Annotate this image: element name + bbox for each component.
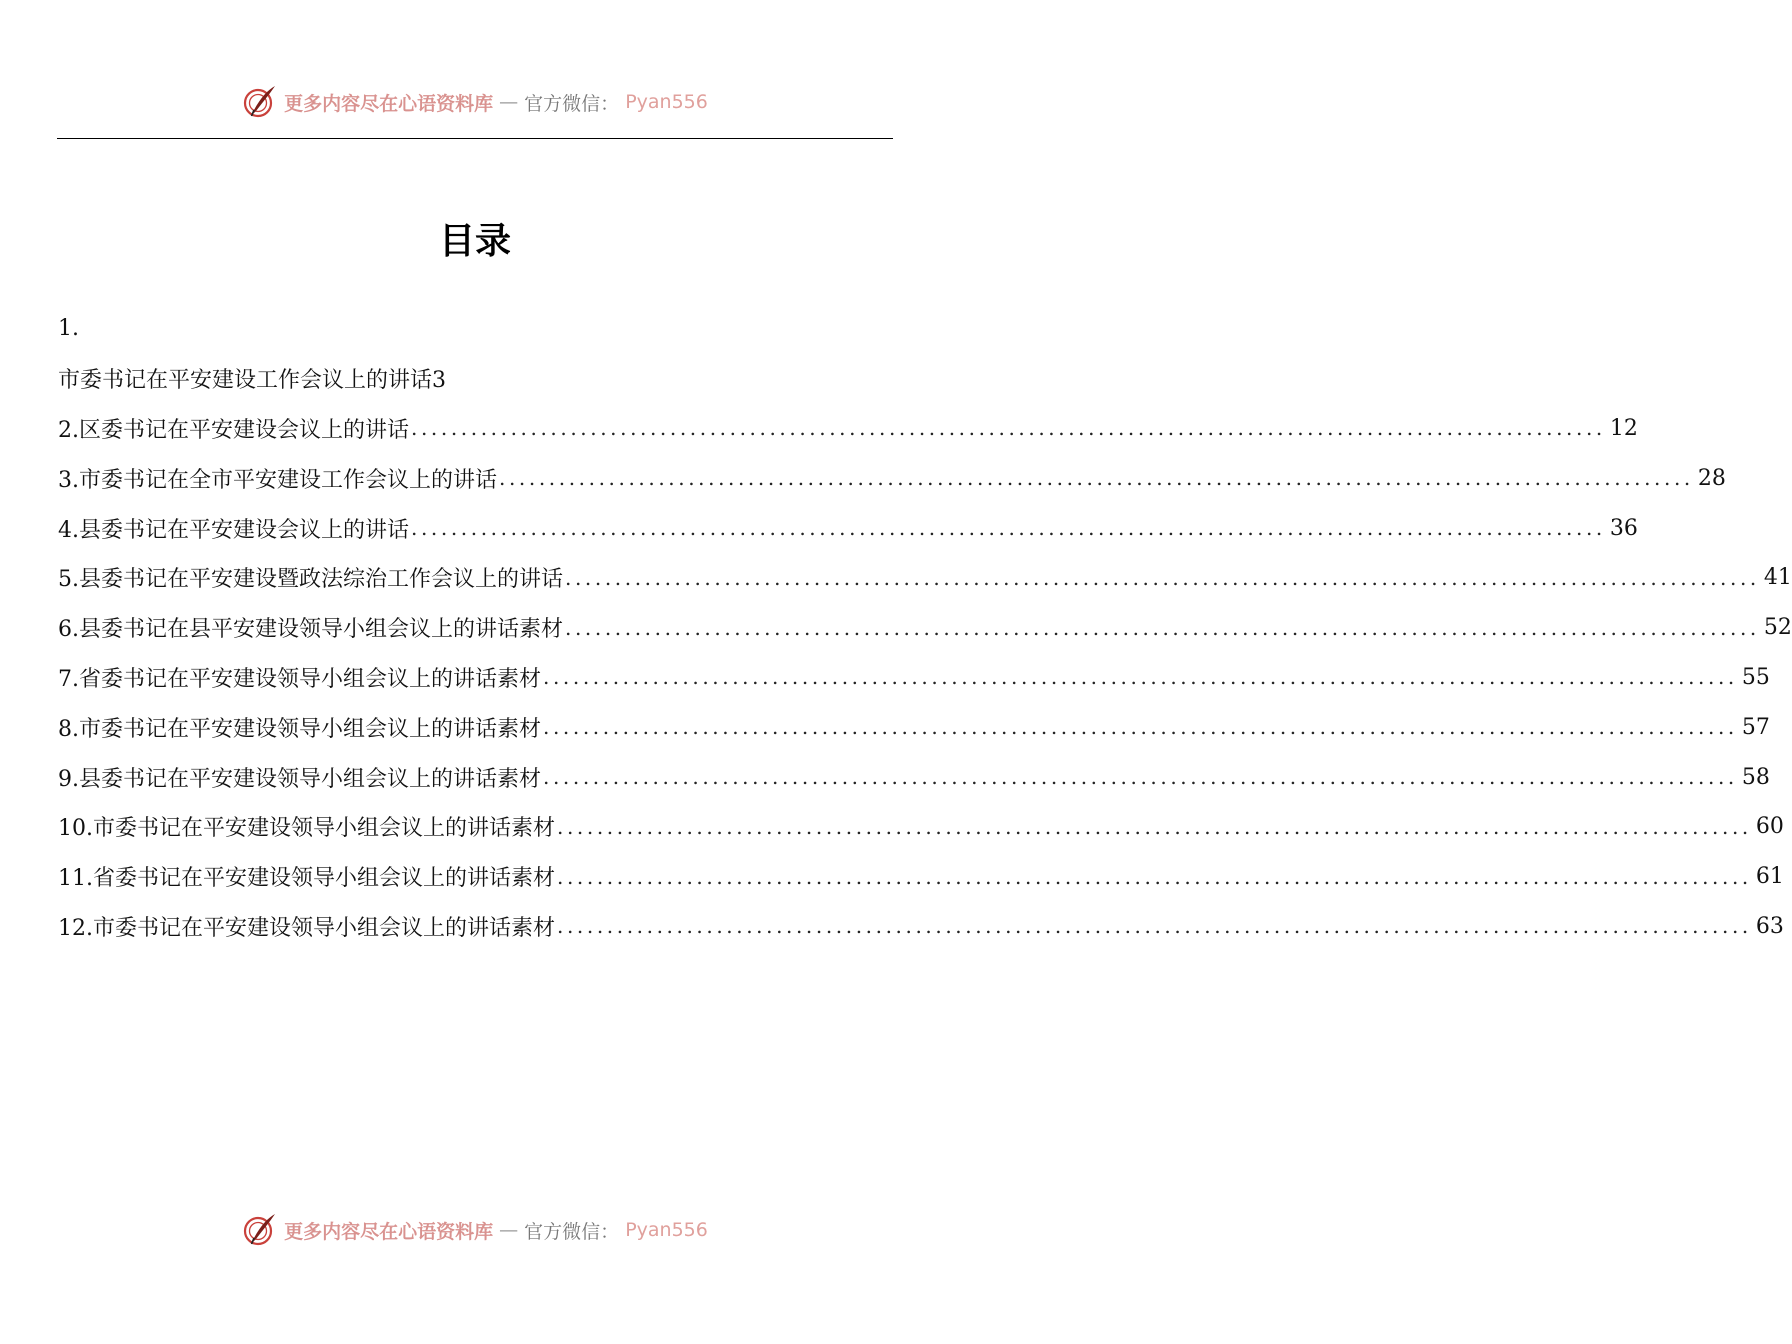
quill-pen-icon xyxy=(242,84,278,120)
toc-entry-label: 8.市委书记在平安建设领导小组会议上的讲话素材 xyxy=(58,716,541,742)
toc-entry-label: 12.市委书记在平安建设领导小组会议上的讲话素材 xyxy=(58,915,555,941)
toc-entry-label: 7.省委书记在平安建设领导小组会议上的讲话素材 xyxy=(58,666,541,692)
toc-entry-label: 2.区委书记在平安建设会议上的讲话 xyxy=(58,417,409,443)
toc-leader-dots: ........................................................................................................................ xyxy=(411,516,1606,541)
toc-entry-label: 5.县委书记在平安建设暨政法综治工作会议上的讲话 xyxy=(58,567,563,593)
toc-entry-page-number: 61 xyxy=(1755,864,1784,890)
toc-leader-dots: ........................................................................................................................ xyxy=(565,615,1760,640)
page-title: 目录 xyxy=(438,220,511,262)
toc-entry-1-number: 1. xyxy=(58,316,79,342)
toc-leader-dots: ........................................................................................................................ xyxy=(543,665,1738,690)
footer-banner xyxy=(0,1212,950,1248)
footer-wechat-label: 官方微信： xyxy=(524,1220,620,1243)
toc-entry-label: 11.省委书记在平安建设领导小组会议上的讲话素材 xyxy=(58,866,555,892)
toc-entry[interactable] xyxy=(58,902,1784,952)
toc-leader-dots: ........................................................................................................................ xyxy=(499,466,1694,491)
toc-entry-page-number: 58 xyxy=(1741,764,1770,790)
toc-entry-page-number: 52 xyxy=(1763,615,1792,641)
toc-entry-label: 3.市委书记在全市平安建设工作会议上的讲话 xyxy=(58,467,497,493)
toc-entry-label: 9.县委书记在平安建设领导小组会议上的讲话素材 xyxy=(58,766,541,792)
toc-entry[interactable] xyxy=(58,802,1784,852)
toc-entry[interactable] xyxy=(58,503,1638,553)
toc-entry-label: 10.市委书记在平安建设领导小组会议上的讲话素材 xyxy=(58,816,555,842)
toc-entry-1-text: 市委书记在平安建设工作会议上的讲话3 xyxy=(58,368,446,394)
table-of-contents xyxy=(58,304,1792,951)
header-banner xyxy=(0,84,950,120)
toc-entry-label: 4.县委书记在平安建设会议上的讲话 xyxy=(58,517,409,543)
toc-entry-page-number: 41 xyxy=(1763,565,1792,591)
toc-leader-dots: ........................................................................................................................ xyxy=(411,416,1606,441)
toc-entry-page-number: 36 xyxy=(1609,515,1638,541)
toc-entry[interactable] xyxy=(58,653,1770,703)
toc-leader-dots: ........................................................................................................................ xyxy=(565,565,1760,590)
toc-leader-dots: ........................................................................................................................ xyxy=(557,864,1752,889)
toc-entry[interactable] xyxy=(58,453,1726,503)
toc-entry[interactable] xyxy=(58,603,1792,653)
toc-entry[interactable] xyxy=(58,852,1784,902)
banner-wechat-id: Pyan556 xyxy=(625,91,708,113)
toc-entry-page-number: 28 xyxy=(1697,465,1726,491)
toc-entry-number xyxy=(58,304,893,354)
toc-entry-intro[interactable] xyxy=(58,354,893,404)
banner-brand-text: 更多内容尽在心语资料库 xyxy=(284,92,494,115)
toc-entry[interactable] xyxy=(58,404,1638,454)
footer-separator: — xyxy=(499,1219,519,1241)
toc-entry[interactable] xyxy=(58,752,1770,802)
toc-entry[interactable] xyxy=(58,702,1770,752)
toc-leader-dots: ........................................................................................................................ xyxy=(543,715,1738,740)
quill-pen-icon xyxy=(242,1212,278,1248)
toc-entry[interactable] xyxy=(58,553,1792,603)
banner-wechat-label: 官方微信： xyxy=(524,92,620,115)
toc-entry-label: 6.县委书记在县平安建设领导小组会议上的讲话素材 xyxy=(58,617,563,643)
footer-brand-text: 更多内容尽在心语资料库 xyxy=(284,1220,494,1243)
toc-entry-page-number: 12 xyxy=(1609,415,1638,441)
toc-entry-page-number: 60 xyxy=(1755,814,1784,840)
banner-separator: — xyxy=(499,91,519,113)
toc-leader-dots: ........................................................................................................................ xyxy=(557,814,1752,839)
footer-wechat-id: Pyan556 xyxy=(625,1219,708,1241)
toc-entry-page-number: 55 xyxy=(1741,664,1770,690)
toc-leader-dots: ........................................................................................................................ xyxy=(543,765,1738,790)
toc-leader-dots: ........................................................................................................................ xyxy=(557,914,1752,939)
toc-entry-page-number: 63 xyxy=(1755,913,1784,939)
toc-entry-page-number: 57 xyxy=(1741,714,1770,740)
header-divider xyxy=(57,138,893,139)
